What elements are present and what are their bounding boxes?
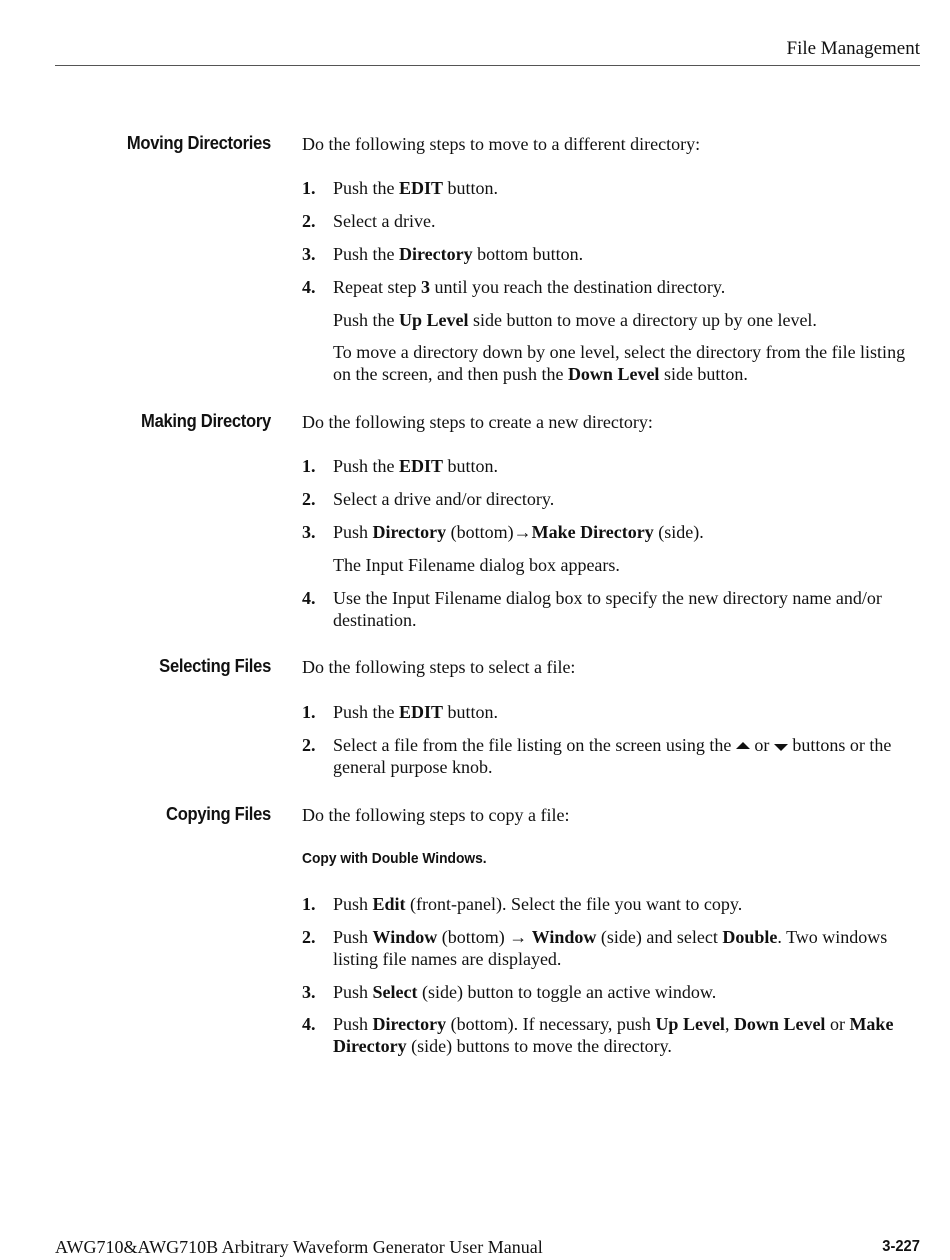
step-item [302, 734, 920, 778]
step-text: (side) and select [596, 927, 723, 947]
step-text: Push [333, 927, 373, 947]
step-text: Push [333, 522, 373, 542]
step-bold-term: Select [372, 982, 418, 1002]
step-item [302, 488, 920, 510]
step-text: Push [333, 1014, 373, 1034]
page-header-title: File Management [786, 38, 920, 59]
up-triangle-icon [736, 742, 750, 749]
section-heading-making-directory: Making Directory [141, 411, 271, 431]
note-bold-term: Up Level [399, 310, 469, 330]
step-text: Push the [333, 244, 400, 264]
step-text: (side) button to toggle an active window. [417, 982, 717, 1002]
step-bold-term: Directory [399, 244, 473, 264]
section-heading-selecting-files: Selecting Files [159, 656, 271, 676]
step-number: 3. [302, 982, 316, 1002]
step-number: 1. [302, 702, 316, 722]
step-text: button. [443, 178, 499, 198]
step-number: 4. [302, 277, 316, 297]
step-bold-term: Down Level [733, 1014, 826, 1034]
step-bold-term: EDIT [399, 178, 444, 198]
step-number: 2. [302, 927, 316, 947]
step-note: The Input Filename dialog box appears. [333, 555, 620, 575]
step-text: Push the [333, 456, 400, 476]
step-number: 2. [302, 489, 316, 509]
note-text: side button to move a directory up by one level. [468, 310, 817, 330]
right-arrow-icon: → [509, 927, 528, 947]
step-bold-term: Double [722, 927, 778, 947]
step-bold-term: Make Directory [531, 522, 654, 542]
step-number: 3. [302, 244, 316, 264]
step-item [302, 521, 920, 543]
step-text: , [724, 1014, 734, 1034]
step-number: 1. [302, 894, 316, 914]
step-text: (side). [653, 522, 704, 542]
step-text: (bottom) [437, 927, 510, 947]
step-note [333, 341, 923, 385]
step-item [302, 243, 920, 265]
step-bold-term: Window [531, 927, 597, 947]
step-text: (front-panel). Select the file you want to copy. [405, 894, 743, 914]
note-bold-term: Down Level [567, 364, 660, 384]
down-triangle-icon [774, 744, 788, 751]
note-text: To move a directory down by one level, select the directory from the file listing on the screen, and then push the [333, 342, 906, 384]
step-item [302, 893, 920, 915]
step-item [302, 276, 920, 298]
step-number: 2. [302, 735, 316, 755]
step-text: button. [443, 702, 499, 722]
step-text: buttons or the general purpose knob. [333, 735, 892, 777]
step-text: until you reach the destination directory. [429, 277, 726, 297]
step-number: 2. [302, 211, 316, 231]
step-bold-term: EDIT [399, 702, 444, 722]
step-number: 4. [302, 1014, 316, 1034]
step-text: (side) buttons to move the directory. [406, 1036, 672, 1056]
step-note [333, 309, 923, 331]
step-number: 1. [302, 178, 316, 198]
step-text: Push the [333, 702, 400, 722]
step-text: Select a file from the file listing on the screen using the [333, 735, 736, 755]
step-text: (bottom) [446, 522, 514, 542]
step-text: Push the [333, 178, 400, 198]
section-heading-copying-files: Copying Files [166, 804, 271, 824]
step-bold-term: Make Directory [333, 1014, 894, 1056]
step-text: Use the Input Filename dialog box to specify the new directory name and/or destination. [333, 588, 882, 630]
step-text: . Two windows listing file names are displayed. [333, 927, 888, 969]
right-arrow-icon: → [513, 522, 532, 542]
section-heading-moving-directories: Moving Directories [126, 133, 271, 153]
section-intro: Do the following steps to select a file: [302, 657, 576, 677]
step-text: or [825, 1014, 850, 1034]
header-divider [55, 65, 920, 66]
step-bold-term: Up Level [655, 1014, 725, 1034]
step-item [302, 981, 920, 1003]
step-item [302, 587, 920, 631]
step-text: bottom button. [472, 244, 584, 264]
step-text: Push [333, 894, 373, 914]
step-item [302, 926, 920, 970]
step-text: Select a drive and/or directory. [333, 489, 555, 509]
step-text: Push [333, 982, 373, 1002]
step-bold-term: Directory [372, 1014, 447, 1034]
step-text: Select a drive. [333, 211, 436, 231]
step-number: 4. [302, 588, 316, 608]
step-item [302, 210, 920, 232]
step-bold-term: 3 [420, 277, 430, 297]
step-text: button. [443, 456, 499, 476]
subsection-heading: Copy with Double Windows. [302, 850, 487, 867]
note-text: side button. [659, 364, 748, 384]
step-item [302, 177, 920, 199]
step-text: (bottom). If necessary, push [446, 1014, 656, 1034]
section-intro: Do the following steps to create a new directory: [302, 412, 653, 432]
step-bold-term: Window [372, 927, 438, 947]
step-bold-term: Edit [372, 894, 406, 914]
step-text: Repeat step [333, 277, 421, 297]
section-intro: Do the following steps to copy a file: [302, 805, 570, 825]
section-intro: Do the following steps to move to a different directory: [302, 134, 701, 154]
step-number: 3. [302, 522, 316, 542]
step-item [302, 1013, 920, 1057]
step-text: or [749, 735, 774, 755]
step-item [302, 701, 920, 723]
step-bold-term: Directory [372, 522, 447, 542]
step-bold-term: EDIT [399, 456, 444, 476]
footer-manual-title: AWG710&AWG710B Arbitrary Waveform Generator User Manual [55, 1237, 543, 1257]
note-text: Push the [333, 310, 400, 330]
step-number: 1. [302, 456, 316, 476]
step-item [302, 455, 920, 477]
footer-page-number: 3-227 [882, 1238, 920, 1255]
